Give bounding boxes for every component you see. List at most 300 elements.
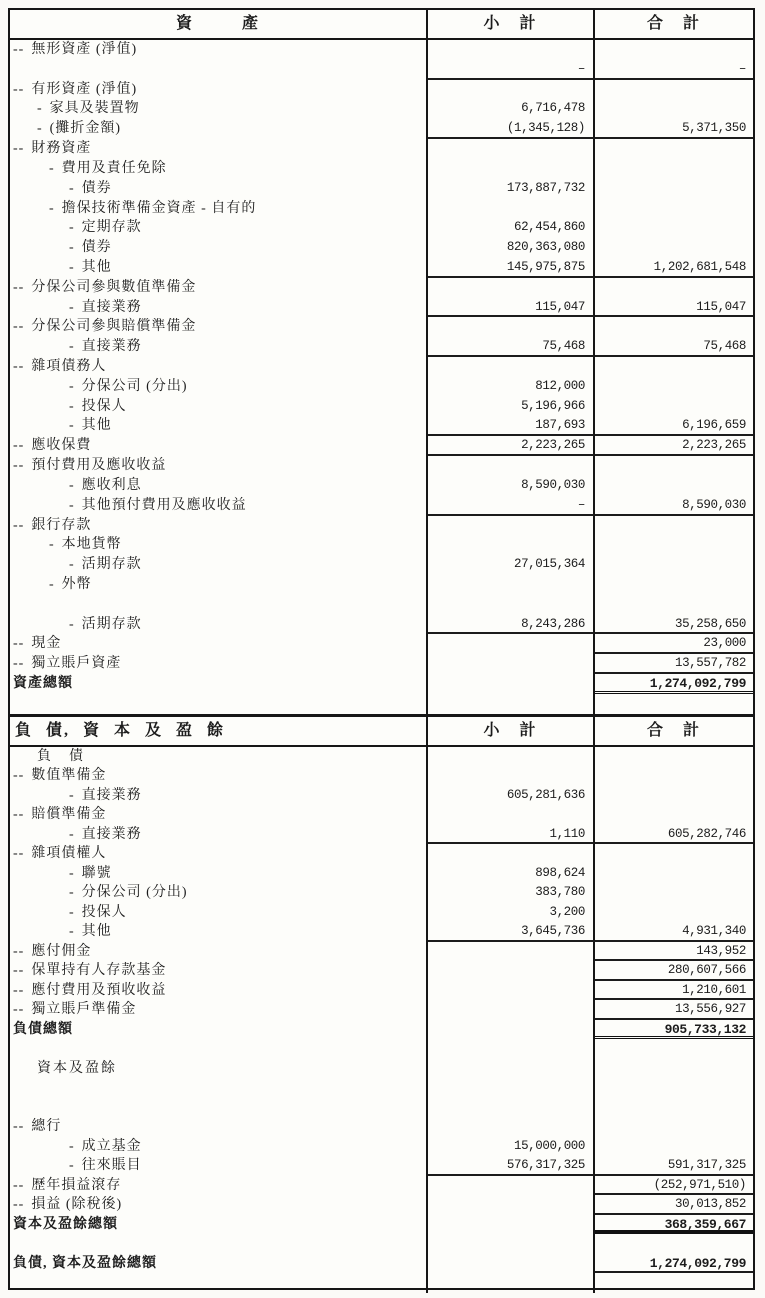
list-dash-marker: - xyxy=(69,299,75,315)
row-label-text: 負債總額 xyxy=(13,1021,73,1037)
list-dash-marker: -- xyxy=(13,279,25,295)
subtotal-value: 8,243,286 xyxy=(428,615,595,635)
list-dash-marker: -- xyxy=(13,943,25,959)
row-label-text: 獨立賬戶準備金 xyxy=(31,1002,137,1018)
row-label-text: 應付佣金 xyxy=(31,943,92,959)
row-label xyxy=(10,1059,428,1079)
total-value: 6,196,659 xyxy=(595,416,753,436)
row-label-text: 總行 xyxy=(31,1119,62,1135)
subtotal-value xyxy=(428,1000,595,1020)
list-dash-marker: - xyxy=(49,160,55,176)
row-label xyxy=(10,317,428,337)
subtotal-value xyxy=(428,357,595,377)
row-label-text: 分保公司參與賠償準備金 xyxy=(31,319,197,335)
row-label xyxy=(10,942,428,962)
table-row xyxy=(10,298,753,318)
table-row xyxy=(10,1117,753,1137)
assets-header-row xyxy=(10,10,753,40)
row-label xyxy=(10,1137,428,1157)
row-label xyxy=(10,903,428,923)
table-row xyxy=(10,377,753,397)
list-dash-marker: -- xyxy=(13,1119,25,1135)
row-label-text: 歷年損益滾存 xyxy=(31,1177,122,1193)
total-value xyxy=(595,476,753,496)
total-value: 35,258,650 xyxy=(595,615,753,635)
total-value xyxy=(595,1098,753,1118)
total-value: 1,274,092,799 xyxy=(595,1254,753,1274)
row-label-text: 其他 xyxy=(81,418,112,434)
section-body xyxy=(10,40,753,714)
row-label xyxy=(10,654,428,674)
row-label xyxy=(10,1000,428,1020)
list-dash-marker: -- xyxy=(13,1002,25,1018)
list-dash-marker: -- xyxy=(13,141,25,157)
list-dash-marker: - xyxy=(49,200,55,216)
row-label-text: 直接業務 xyxy=(81,299,142,315)
row-label xyxy=(10,218,428,238)
row-label xyxy=(10,1195,428,1215)
total-value: 23,000 xyxy=(595,634,753,654)
list-dash-marker: -- xyxy=(13,656,25,672)
row-label xyxy=(10,844,428,864)
row-label xyxy=(10,1156,428,1176)
table-row xyxy=(10,80,753,100)
liabilities-column-header: 負 債, 資 本 及 盈 餘 xyxy=(10,717,428,745)
section-body xyxy=(10,747,753,1293)
row-label xyxy=(10,337,428,357)
total-value xyxy=(595,99,753,119)
subtotal-value: 1,110 xyxy=(428,825,595,845)
row-label xyxy=(10,961,428,981)
subtotal-value xyxy=(428,1020,595,1040)
list-dash-marker: - xyxy=(69,1138,75,1154)
table-row xyxy=(10,694,753,714)
row-label xyxy=(10,139,428,159)
total-value: 591,317,325 xyxy=(595,1156,753,1176)
row-label xyxy=(10,555,428,575)
list-dash-marker: - xyxy=(69,398,75,414)
total-value xyxy=(595,199,753,219)
table-row xyxy=(10,786,753,806)
total-value xyxy=(595,377,753,397)
total-value xyxy=(595,80,753,100)
subtotal-value: 75,468 xyxy=(428,337,595,357)
row-label-text: 外幣 xyxy=(61,576,92,592)
subtotal-value: (1,345,128) xyxy=(428,119,595,139)
row-label xyxy=(10,258,428,278)
subtotal-value xyxy=(428,942,595,962)
row-label xyxy=(10,99,428,119)
total-value xyxy=(595,786,753,806)
subtotal-value xyxy=(428,1098,595,1118)
row-label xyxy=(10,535,428,555)
subtotal-value: 115,047 xyxy=(428,298,595,318)
list-dash-marker: - xyxy=(69,904,75,920)
table-row xyxy=(10,179,753,199)
row-label xyxy=(10,883,428,903)
list-dash-marker: - xyxy=(69,220,75,236)
table-row xyxy=(10,595,753,615)
total-value: 605,282,746 xyxy=(595,825,753,845)
assets-column-header: 資 產 xyxy=(10,10,428,38)
table-row xyxy=(10,1137,753,1157)
row-label-text: 銀行存款 xyxy=(31,517,92,533)
balance-sheet-table xyxy=(8,8,755,1290)
row-label xyxy=(10,766,428,786)
subtotal-value xyxy=(428,40,595,60)
total-value xyxy=(595,903,753,923)
subtotal-value: 898,624 xyxy=(428,864,595,884)
total-value xyxy=(595,397,753,417)
total-column-header: 合 計 xyxy=(646,721,701,739)
total-value xyxy=(595,1273,753,1293)
table-row xyxy=(10,1020,753,1040)
row-label xyxy=(10,805,428,825)
subtotal-value: 3,200 xyxy=(428,903,595,923)
table-row xyxy=(10,119,753,139)
table-row xyxy=(10,1215,753,1235)
row-label xyxy=(10,377,428,397)
table-row xyxy=(10,159,753,179)
row-label xyxy=(10,416,428,436)
total-value: – xyxy=(595,60,753,80)
table-row xyxy=(10,456,753,476)
subtotal-value: 173,887,732 xyxy=(428,179,595,199)
subtotal-value: – xyxy=(428,60,595,80)
row-label-text: 應付費用及預收收益 xyxy=(31,982,167,998)
row-label-text: 獨立賬戶資產 xyxy=(31,656,122,672)
subtotal-value xyxy=(428,844,595,864)
row-label xyxy=(10,278,428,298)
list-dash-marker: - xyxy=(49,537,55,553)
table-row xyxy=(10,942,753,962)
total-value xyxy=(595,747,753,767)
row-label xyxy=(10,694,428,714)
row-label xyxy=(10,615,428,635)
subtotal-value: 27,015,364 xyxy=(428,555,595,575)
total-value: 2,223,265 xyxy=(595,436,753,456)
total-value: 8,590,030 xyxy=(595,496,753,516)
table-row xyxy=(10,397,753,417)
table-row xyxy=(10,961,753,981)
total-value xyxy=(595,575,753,595)
row-label-text: 直接業務 xyxy=(81,339,142,355)
list-dash-marker: -- xyxy=(13,517,25,533)
table-row xyxy=(10,575,753,595)
row-label xyxy=(10,179,428,199)
row-label-text: 本地貨幣 xyxy=(61,537,122,553)
total-value xyxy=(595,179,753,199)
assets-section xyxy=(10,10,753,714)
list-dash-marker: - xyxy=(37,121,43,137)
table-row xyxy=(10,238,753,258)
table-row xyxy=(10,1059,753,1079)
list-dash-marker: -- xyxy=(13,636,25,652)
subtotal-value xyxy=(428,805,595,825)
table-row xyxy=(10,766,753,786)
row-label-text: 其他 xyxy=(81,259,112,275)
table-row xyxy=(10,1000,753,1020)
row-label-text: 債券 xyxy=(81,240,112,256)
row-label-text: 成立基金 xyxy=(81,1138,142,1154)
table-row xyxy=(10,278,753,298)
row-label xyxy=(10,1098,428,1118)
total-value xyxy=(595,1039,753,1059)
row-label xyxy=(10,199,428,219)
list-dash-marker: -- xyxy=(13,359,25,374)
list-dash-marker: - xyxy=(69,787,75,803)
table-row xyxy=(10,1078,753,1098)
total-value: 30,013,852 xyxy=(595,1195,753,1215)
subtotal-value: 605,281,636 xyxy=(428,786,595,806)
row-label xyxy=(10,40,428,60)
table-row xyxy=(10,654,753,674)
list-dash-marker: - xyxy=(69,826,75,842)
subtotal-value xyxy=(428,1059,595,1079)
row-label xyxy=(10,674,428,694)
subtotal-value: 62,454,860 xyxy=(428,218,595,238)
row-label-text: 投保人 xyxy=(81,904,127,920)
liabilities-capital-section xyxy=(10,714,753,1293)
subtotal-value: 187,693 xyxy=(428,416,595,436)
row-label-text: 費用及責任免除 xyxy=(61,160,167,176)
total-value xyxy=(595,357,753,377)
subtotal-value xyxy=(428,1273,595,1293)
row-label-text: 無形資產 (淨值) xyxy=(31,42,138,57)
table-row xyxy=(10,1098,753,1118)
row-label xyxy=(10,1020,428,1040)
table-row xyxy=(10,615,753,635)
table-row xyxy=(10,1273,753,1293)
table-row xyxy=(10,218,753,238)
subtotal-value xyxy=(428,1078,595,1098)
subtotal-column-header: 小 計 xyxy=(428,10,595,38)
row-label xyxy=(10,981,428,1001)
row-label-text: 定期存款 xyxy=(81,220,142,236)
table-row xyxy=(10,1176,753,1196)
row-label xyxy=(10,575,428,595)
table-row xyxy=(10,535,753,555)
row-label-text: 往來賬目 xyxy=(81,1158,142,1174)
row-label xyxy=(10,1215,428,1235)
row-label xyxy=(10,786,428,806)
subtotal-value xyxy=(428,317,595,337)
total-value: 143,952 xyxy=(595,942,753,962)
row-label-text: 保單持有人存款基金 xyxy=(31,963,167,979)
subtotal-value xyxy=(428,981,595,1001)
row-label-text: 負 債 xyxy=(37,748,85,764)
list-dash-marker: - xyxy=(69,865,75,881)
table-row xyxy=(10,1254,753,1274)
subtotal-value xyxy=(428,516,595,536)
list-dash-marker: -- xyxy=(13,458,25,474)
subtotal-value xyxy=(428,1039,595,1059)
table-row xyxy=(10,436,753,456)
table-row xyxy=(10,1156,753,1176)
table-row xyxy=(10,139,753,159)
row-label xyxy=(10,1078,428,1098)
table-row xyxy=(10,60,753,80)
subtotal-value xyxy=(428,1117,595,1137)
subtotal-value: 812,000 xyxy=(428,377,595,397)
row-label-text: 應收利息 xyxy=(81,477,142,493)
total-value: 280,607,566 xyxy=(595,961,753,981)
row-label xyxy=(10,1176,428,1196)
table-row xyxy=(10,825,753,845)
total-value xyxy=(595,317,753,337)
row-label-text: 現金 xyxy=(31,636,62,652)
subtotal-value xyxy=(428,634,595,654)
table-row xyxy=(10,199,753,219)
total-column-header: 合 計 xyxy=(646,15,701,32)
subtotal-value xyxy=(428,1254,595,1274)
row-label xyxy=(10,60,428,80)
row-label xyxy=(10,1117,428,1137)
row-label-text: 賠償準備金 xyxy=(31,807,107,823)
total-value: 1,274,092,799 xyxy=(595,674,753,694)
total-value: 905,733,132 xyxy=(595,1020,753,1040)
list-dash-marker: -- xyxy=(13,81,25,97)
row-label xyxy=(10,1234,428,1254)
subtotal-value xyxy=(428,159,595,179)
list-dash-marker: -- xyxy=(13,768,25,784)
list-dash-marker: - xyxy=(49,576,55,592)
subtotal-value xyxy=(428,535,595,555)
subtotal-value xyxy=(428,1176,595,1196)
table-row xyxy=(10,981,753,1001)
list-dash-marker: - xyxy=(69,924,75,940)
subtotal-value: 145,975,875 xyxy=(428,258,595,278)
subtotal-value: 576,317,325 xyxy=(428,1156,595,1176)
subtotal-value xyxy=(428,674,595,694)
subtotal-value xyxy=(428,654,595,674)
subtotal-value: – xyxy=(428,496,595,516)
total-value: 13,557,782 xyxy=(595,654,753,674)
row-label-text: 擔保技術準備金資產 - 自有的 xyxy=(61,200,257,216)
row-label xyxy=(10,747,428,767)
table-row xyxy=(10,844,753,864)
list-dash-marker: -- xyxy=(13,438,25,454)
subtotal-value xyxy=(428,1215,595,1235)
total-value xyxy=(595,766,753,786)
subtotal-value: 3,645,736 xyxy=(428,922,595,942)
subtotal-value xyxy=(428,766,595,786)
list-dash-marker: -- xyxy=(13,963,25,979)
row-label xyxy=(10,516,428,536)
list-dash-marker: -- xyxy=(13,319,25,335)
subtotal-column-header: 小 計 xyxy=(428,717,595,745)
total-value xyxy=(595,456,753,476)
total-value xyxy=(595,278,753,298)
list-dash-marker: - xyxy=(69,339,75,355)
list-dash-marker: - xyxy=(69,240,75,256)
row-label-text: 預付費用及應收收益 xyxy=(31,458,167,474)
subtotal-value xyxy=(428,747,595,767)
row-label-text: 活期存款 xyxy=(81,557,142,573)
row-label xyxy=(10,357,428,377)
row-label xyxy=(10,159,428,179)
table-row xyxy=(10,357,753,377)
row-label-text: 資產總額 xyxy=(13,676,73,691)
row-label-text: 分保公司 (分出) xyxy=(81,885,188,901)
table-row xyxy=(10,922,753,942)
row-label-text: (攤折金額) xyxy=(49,121,121,137)
table-row xyxy=(10,555,753,575)
row-label-text: 分保公司 (分出) xyxy=(81,378,188,394)
row-label xyxy=(10,119,428,139)
total-value xyxy=(595,535,753,555)
total-value xyxy=(595,1117,753,1137)
table-row xyxy=(10,634,753,654)
row-label xyxy=(10,922,428,942)
row-label-text: 直接業務 xyxy=(81,826,142,842)
total-value: 4,931,340 xyxy=(595,922,753,942)
total-value xyxy=(595,694,753,714)
row-label-text: 雜項債務人 xyxy=(31,359,107,374)
row-label xyxy=(10,634,428,654)
table-row xyxy=(10,99,753,119)
row-label xyxy=(10,298,428,318)
subtotal-value xyxy=(428,694,595,714)
subtotal-value: 2,223,265 xyxy=(428,436,595,456)
table-row xyxy=(10,903,753,923)
table-row xyxy=(10,1234,753,1254)
table-row xyxy=(10,516,753,536)
subtotal-value xyxy=(428,80,595,100)
row-label xyxy=(10,456,428,476)
list-dash-marker: - xyxy=(69,259,75,275)
total-value xyxy=(595,238,753,258)
table-row xyxy=(10,883,753,903)
list-dash-marker: - xyxy=(69,616,75,632)
list-dash-marker: -- xyxy=(13,807,25,823)
subtotal-value xyxy=(428,1234,595,1254)
total-value xyxy=(595,595,753,615)
total-value xyxy=(595,1078,753,1098)
row-label-text: 投保人 xyxy=(81,398,127,414)
total-value: 5,371,350 xyxy=(595,119,753,139)
subtotal-value xyxy=(428,575,595,595)
list-dash-marker: -- xyxy=(13,42,25,57)
subtotal-value: 15,000,000 xyxy=(428,1137,595,1157)
row-label xyxy=(10,397,428,417)
row-label xyxy=(10,80,428,100)
subtotal-value xyxy=(428,961,595,981)
subtotal-value xyxy=(428,199,595,219)
row-label-text: 數值準備金 xyxy=(31,768,107,784)
list-dash-marker: - xyxy=(69,477,75,493)
list-dash-marker: - xyxy=(69,885,75,901)
table-row xyxy=(10,416,753,436)
table-row xyxy=(10,864,753,884)
row-label xyxy=(10,476,428,496)
total-value: 75,468 xyxy=(595,337,753,357)
row-label xyxy=(10,595,428,615)
table-row xyxy=(10,258,753,278)
total-value xyxy=(595,864,753,884)
total-value xyxy=(595,1137,753,1157)
subtotal-value xyxy=(428,278,595,298)
total-value: 368,359,667 xyxy=(595,1215,753,1235)
list-dash-marker: - xyxy=(69,180,75,196)
row-label-text: 財務資產 xyxy=(31,141,92,157)
subtotal-value: 5,196,966 xyxy=(428,397,595,417)
row-label-text: 資本及盈餘 xyxy=(37,1060,117,1076)
list-dash-marker: - xyxy=(37,101,43,117)
row-label-text: 應收保費 xyxy=(31,438,92,454)
table-row xyxy=(10,317,753,337)
total-value xyxy=(595,218,753,238)
